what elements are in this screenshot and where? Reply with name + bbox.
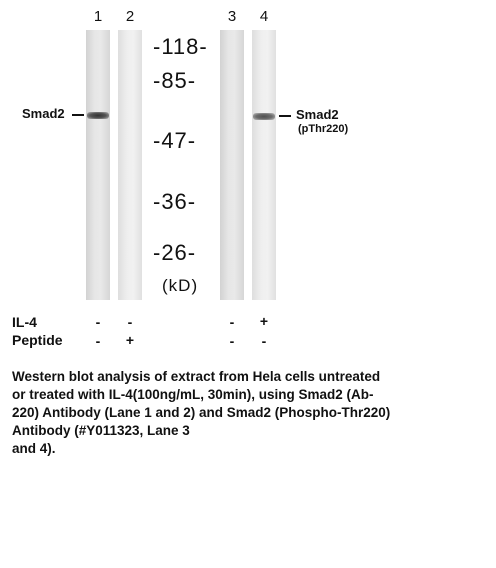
marker-47: -47- — [153, 128, 197, 153]
lane-number-3: 3 — [227, 8, 237, 25]
peptide-lane-1: - — [95, 333, 101, 349]
peptide-lane-3: - — [229, 333, 235, 349]
right-smad2-label: Smad2 — [296, 107, 339, 122]
right-band-pointer — [279, 115, 291, 117]
marker-85: -85- — [153, 68, 197, 93]
blot-lane-3 — [220, 30, 244, 300]
peptide-row-label: Peptide — [12, 332, 63, 348]
il4-lane-1: - — [95, 314, 101, 330]
peptide-lane-4: - — [261, 333, 267, 349]
peptide-lane-2: + — [125, 332, 135, 348]
marker-26: -26- — [153, 240, 197, 265]
marker-118: -118- — [153, 34, 208, 59]
marker-36: -36- — [153, 189, 197, 214]
smad2-band-lane-4 — [253, 113, 275, 120]
blot-lane-2 — [118, 30, 142, 300]
figure-caption: Western blot analysis of extract from Hela cells untreated or treated with IL-4(100ng/mL, 30min), using Smad2 (Ab- 220) Antibody (Lane 1 and 2) and Smad2 (Phospho-Thr220) Antibody (#Y011323, Lane 3 and 4). — [12, 369, 391, 456]
kd-unit-label: (kD) — [162, 276, 199, 295]
right-phospho-sublabel: (pThr220) — [298, 123, 349, 135]
il4-lane-2: - — [127, 314, 133, 330]
il4-row-label: IL-4 — [12, 314, 37, 330]
left-band-pointer — [72, 114, 84, 116]
lane-number-1: 1 — [93, 8, 103, 25]
blot-lane-1 — [86, 30, 110, 300]
lane-number-4: 4 — [259, 8, 269, 25]
left-smad2-label: Smad2 — [22, 106, 65, 121]
il4-lane-4: + — [259, 313, 269, 329]
il4-lane-3: - — [229, 314, 235, 330]
smad2-band-lane-1 — [87, 112, 109, 119]
lane-number-2: 2 — [125, 8, 135, 25]
blot-lane-4 — [252, 30, 276, 300]
